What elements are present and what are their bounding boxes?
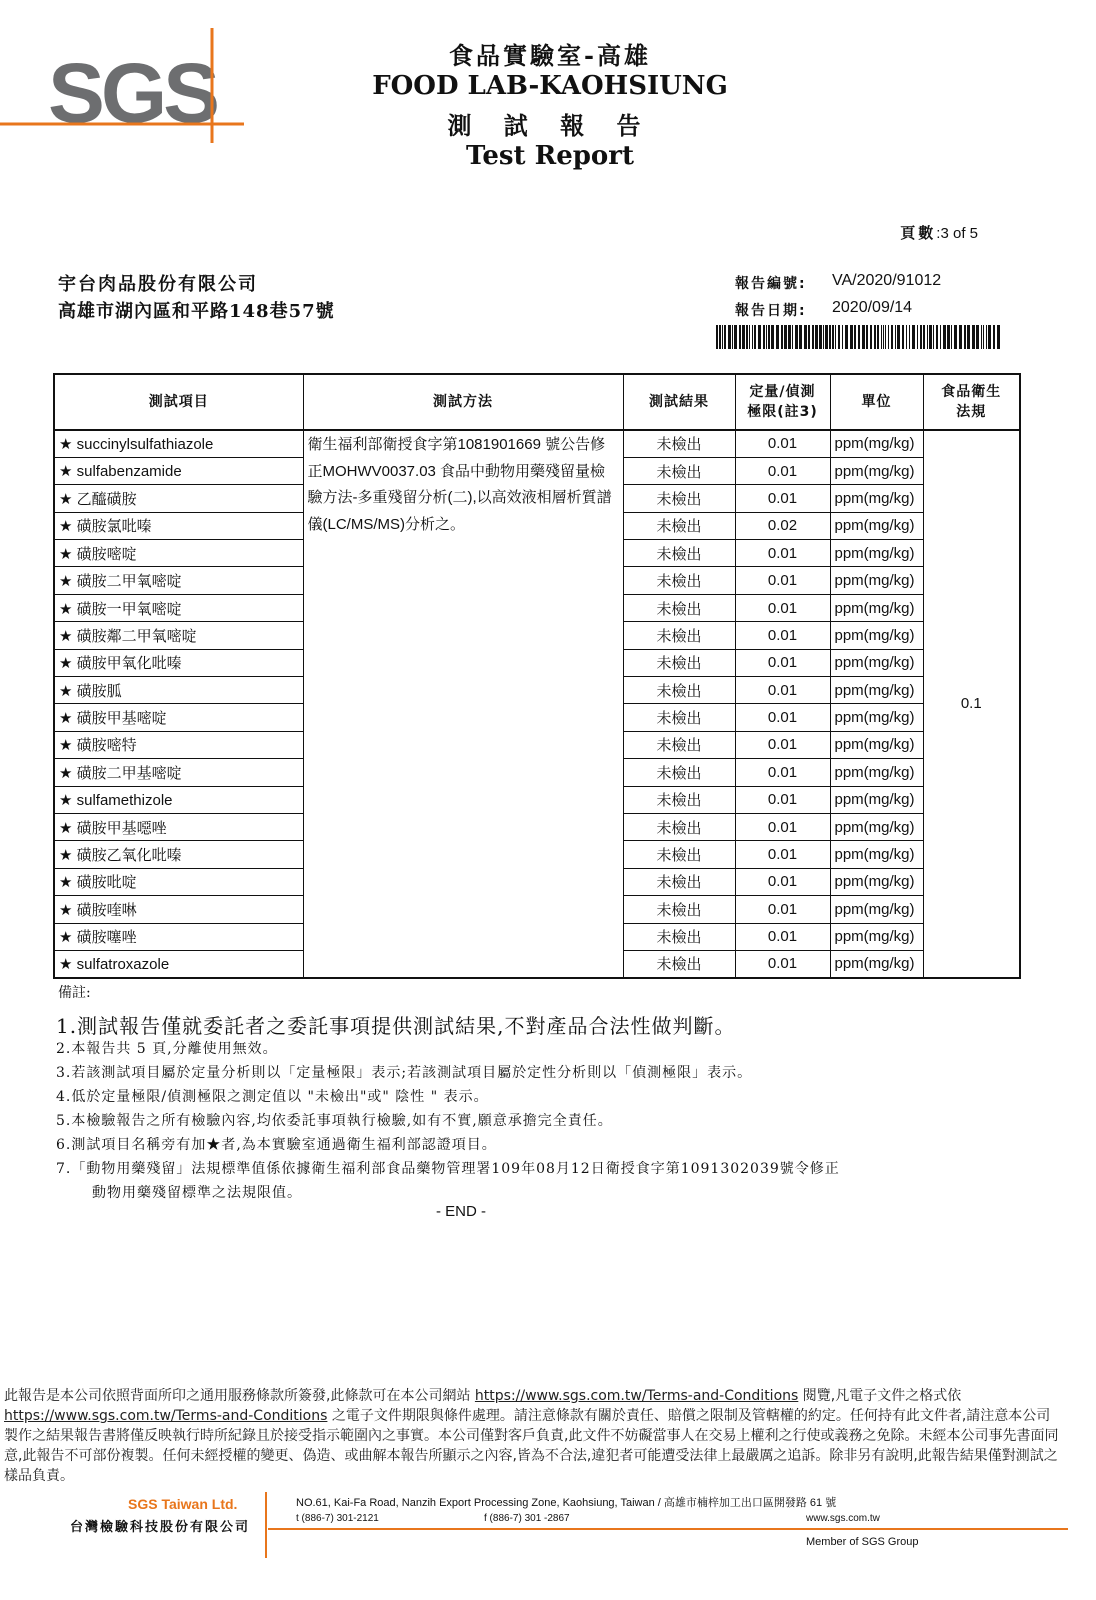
test-result: 未檢出 xyxy=(623,430,735,457)
unit: ppm(mg/kg) xyxy=(830,704,923,731)
test-item: ★ succinylsulfathiazole xyxy=(54,430,303,457)
detection-limit: 0.01 xyxy=(735,704,830,731)
results-body xyxy=(54,430,1020,978)
test-item: ★ 磺胺一甲氧嘧啶 xyxy=(54,594,303,621)
report-title-en: Test Report xyxy=(466,141,634,171)
unit: ppm(mg/kg) xyxy=(830,567,923,594)
note-7-continued: 動物用藥殘留標準之法規限值。 xyxy=(92,1185,302,1201)
test-item: ★ 磺胺甲基噁唑 xyxy=(54,813,303,840)
note-4: 4.低於定量極限/偵測極限之測定值以 "未檢出"或" 陰性 " 表示。 xyxy=(56,1089,489,1105)
test-result: 未檢出 xyxy=(623,786,735,813)
test-result: 未檢出 xyxy=(623,759,735,786)
note-3: 3.若該測試項目屬於定量分析則以「定量極限」表示;若該測試項目屬於定性分析則以「偵測極限」表示。 xyxy=(56,1065,753,1081)
company-address: NO.61, Kai-Fa Road, Nanzih Export Processing Zone, Kaohsiung, Taiwan / 高雄市楠梓加工出口區開發路 61 號 xyxy=(296,1497,837,1509)
unit: ppm(mg/kg) xyxy=(830,786,923,813)
unit: ppm(mg/kg) xyxy=(830,485,923,512)
page-count xyxy=(900,222,978,243)
end-marker: - END - xyxy=(436,1203,486,1220)
header-item: 測試項目 xyxy=(54,374,303,430)
disclaimer-part-2: 閱覽,凡電子文件之格式依 xyxy=(798,1388,962,1404)
header-regulation-line1: 食品衛生 xyxy=(941,384,1002,400)
test-result: 未檢出 xyxy=(623,622,735,649)
unit: ppm(mg/kg) xyxy=(830,923,923,950)
unit: ppm(mg/kg) xyxy=(830,677,923,704)
test-result: 未檢出 xyxy=(623,649,735,676)
unit: ppm(mg/kg) xyxy=(830,540,923,567)
company-name-en: SGS Taiwan Ltd. xyxy=(128,1496,238,1512)
table-row xyxy=(54,430,1020,457)
unit: ppm(mg/kg) xyxy=(830,868,923,895)
lab-title-cn: 食品實驗室-高雄 xyxy=(449,41,651,70)
unit: ppm(mg/kg) xyxy=(830,512,923,539)
test-item: ★ 磺胺噻唑 xyxy=(54,923,303,950)
note-7: 7.「動物用藥殘留」法規標準值係依據衛生福利部食品藥物管理署109年08月12日衛授食字第1091302039號令修正 xyxy=(56,1161,840,1177)
regulation-limit: 0.1 xyxy=(923,430,1020,978)
test-item: ★ 磺胺吡啶 xyxy=(54,868,303,895)
detection-limit: 0.01 xyxy=(735,950,830,977)
unit: ppm(mg/kg) xyxy=(830,622,923,649)
client-address: 高雄市湖內區和平路148巷57號 xyxy=(58,301,335,322)
lab-title-en: FOOD LAB-KAOHSIUNG xyxy=(372,71,728,101)
detection-limit: 0.01 xyxy=(735,677,830,704)
unit: ppm(mg/kg) xyxy=(830,430,923,457)
report-number: VA/2020/91012 xyxy=(832,272,942,289)
company-fax: f (886-7) 301 -2867 xyxy=(484,1513,570,1524)
footer-divider-vertical xyxy=(265,1492,267,1558)
page-count-value: :3 of 5 xyxy=(936,225,978,242)
note-5: 5.本檢驗報告之所有檢驗內容,均依委託事項執行檢驗,如有不實,願意承擔完全責任。 xyxy=(56,1113,613,1129)
detection-limit: 0.01 xyxy=(735,430,830,457)
header-regulation-line2: 法規 xyxy=(956,404,987,420)
header-regulation xyxy=(923,374,1020,430)
company-website[interactable]: www.sgs.com.tw xyxy=(806,1513,880,1524)
detection-limit: 0.01 xyxy=(735,841,830,868)
test-item: ★ 磺胺鄰二甲氧嘧啶 xyxy=(54,622,303,649)
terms-link-1[interactable]: https://www.sgs.com.tw/Terms-and-Conditions xyxy=(474,1388,799,1404)
test-result: 未檢出 xyxy=(623,677,735,704)
header-limit-line2: 極限(註3) xyxy=(747,404,818,420)
header-limit-line1: 定量/偵測 xyxy=(749,384,816,400)
test-result: 未檢出 xyxy=(623,457,735,484)
header-result: 測試結果 xyxy=(623,374,735,430)
detection-limit: 0.01 xyxy=(735,731,830,758)
test-result: 未檢出 xyxy=(623,594,735,621)
report-title-cn: 測 試 報 告 xyxy=(447,111,653,140)
test-result: 未檢出 xyxy=(623,540,735,567)
test-item: ★ sulfamethizole xyxy=(54,786,303,813)
logo-text: SGS xyxy=(48,46,217,140)
unit: ppm(mg/kg) xyxy=(830,950,923,977)
results-table xyxy=(53,373,1021,979)
test-result: 未檢出 xyxy=(623,731,735,758)
header-unit: 單位 xyxy=(830,374,923,430)
company-phone: t (886-7) 301-2121 xyxy=(296,1513,379,1524)
test-item: ★ sulfatroxazole xyxy=(54,950,303,977)
test-result: 未檢出 xyxy=(623,841,735,868)
test-item: ★ 磺胺喹啉 xyxy=(54,896,303,923)
detection-limit: 0.01 xyxy=(735,759,830,786)
detection-limit: 0.01 xyxy=(735,540,830,567)
test-method: 衛生福利部衛授食字第1081901669 號公告修正MOHWV0037.03 食品中動物用藥殘留量檢驗方法-多重殘留分析(二),以高效液相層析質譜儀(LC/MS/MS)分析之。 xyxy=(303,430,623,978)
detection-limit: 0.01 xyxy=(735,457,830,484)
test-result: 未檢出 xyxy=(623,704,735,731)
test-result: 未檢出 xyxy=(623,813,735,840)
detection-limit: 0.01 xyxy=(735,485,830,512)
sgs-group-member: Member of SGS Group xyxy=(806,1536,919,1548)
test-result: 未檢出 xyxy=(623,923,735,950)
barcode xyxy=(716,325,1000,349)
detection-limit: 0.01 xyxy=(735,649,830,676)
unit: ppm(mg/kg) xyxy=(830,457,923,484)
test-item: ★ 磺胺甲基嘧啶 xyxy=(54,704,303,731)
detection-limit: 0.01 xyxy=(735,923,830,950)
disclaimer xyxy=(4,1386,1064,1486)
company-name-cn: 台灣檢驗科技股份有限公司 xyxy=(70,1520,251,1535)
terms-link-2[interactable]: https://www.sgs.com.tw/Terms-and-Conditions xyxy=(4,1408,328,1424)
note-1: 1.測試報告僅就委託者之委託事項提供測試結果,不對產品合法性做判斷。 xyxy=(56,1014,736,1038)
test-item: ★ 磺胺乙氧化吡嗪 xyxy=(54,841,303,868)
header-limit xyxy=(735,374,830,430)
detection-limit: 0.01 xyxy=(735,868,830,895)
footer-divider xyxy=(268,1528,1068,1530)
unit: ppm(mg/kg) xyxy=(830,813,923,840)
detection-limit: 0.01 xyxy=(735,786,830,813)
header-method: 測試方法 xyxy=(303,374,623,430)
test-item: ★ 磺胺二甲基嘧啶 xyxy=(54,759,303,786)
disclaimer-part-3: 之電子文件期限與條件處理。請注意條款有關於責任、賠償之限制及管轄權的約定。任何持有此文件者,請注意本公司製作之結果報告書將僅反映執行時所紀錄且於接受指示範圍內之事實。本公司僅對客戶負責,此文件不妨礙當事人在交易上權利之行使或義務之免除。未經本公司事先書面同意,此報告不可部份複製。任何未經授權的變更、偽造、或曲解本報告所顯示之內容,皆為不合法,違犯者可能遭受法律上最嚴厲之追訴。除非另有說明,此報告結果僅對測試之樣品負責。 xyxy=(4,1408,1059,1484)
test-result: 未檢出 xyxy=(623,896,735,923)
test-result: 未檢出 xyxy=(623,567,735,594)
report-date: 2020/09/14 xyxy=(832,299,913,316)
unit: ppm(mg/kg) xyxy=(830,594,923,621)
unit: ppm(mg/kg) xyxy=(830,896,923,923)
sgs-logo xyxy=(0,28,250,143)
notes-title: 備註: xyxy=(58,985,91,1001)
test-item: ★ 磺胺甲氧化吡嗪 xyxy=(54,649,303,676)
note-6: 6.測試項目名稱旁有加★者,為本實驗室通過衛生福利部認證項目。 xyxy=(56,1137,497,1153)
report-number-label: 報告編號: xyxy=(735,276,807,292)
test-item: ★ 磺胺氯吡嗪 xyxy=(54,512,303,539)
test-item: ★ 磺胺嘧啶 xyxy=(54,540,303,567)
disclaimer-part-1: 此報告是本公司依照背面所印之通用服務條款所簽發,此條款可在本公司網站 xyxy=(4,1388,475,1404)
detection-limit: 0.01 xyxy=(735,896,830,923)
unit: ppm(mg/kg) xyxy=(830,759,923,786)
detection-limit: 0.01 xyxy=(735,594,830,621)
test-item: ★ sulfabenzamide xyxy=(54,457,303,484)
detection-limit: 0.01 xyxy=(735,567,830,594)
test-item: ★ 磺胺嘧特 xyxy=(54,731,303,758)
test-item: ★ 磺胺胍 xyxy=(54,677,303,704)
test-result: 未檢出 xyxy=(623,485,735,512)
client-name: 宇台肉品股份有限公司 xyxy=(58,274,258,295)
detection-limit: 0.01 xyxy=(735,813,830,840)
test-result: 未檢出 xyxy=(623,868,735,895)
test-item: ★ 磺胺二甲氧嘧啶 xyxy=(54,567,303,594)
unit: ppm(mg/kg) xyxy=(830,649,923,676)
test-result: 未檢出 xyxy=(623,512,735,539)
note-2: 2.本報告共 5 頁,分離使用無效。 xyxy=(56,1041,278,1057)
detection-limit: 0.02 xyxy=(735,512,830,539)
unit: ppm(mg/kg) xyxy=(830,731,923,758)
detection-limit: 0.01 xyxy=(735,622,830,649)
test-item: ★ 乙醯磺胺 xyxy=(54,485,303,512)
page-count-label: 頁數 xyxy=(900,224,937,242)
report-date-label: 報告日期: xyxy=(735,303,807,319)
test-result: 未檢出 xyxy=(623,950,735,977)
unit: ppm(mg/kg) xyxy=(830,841,923,868)
